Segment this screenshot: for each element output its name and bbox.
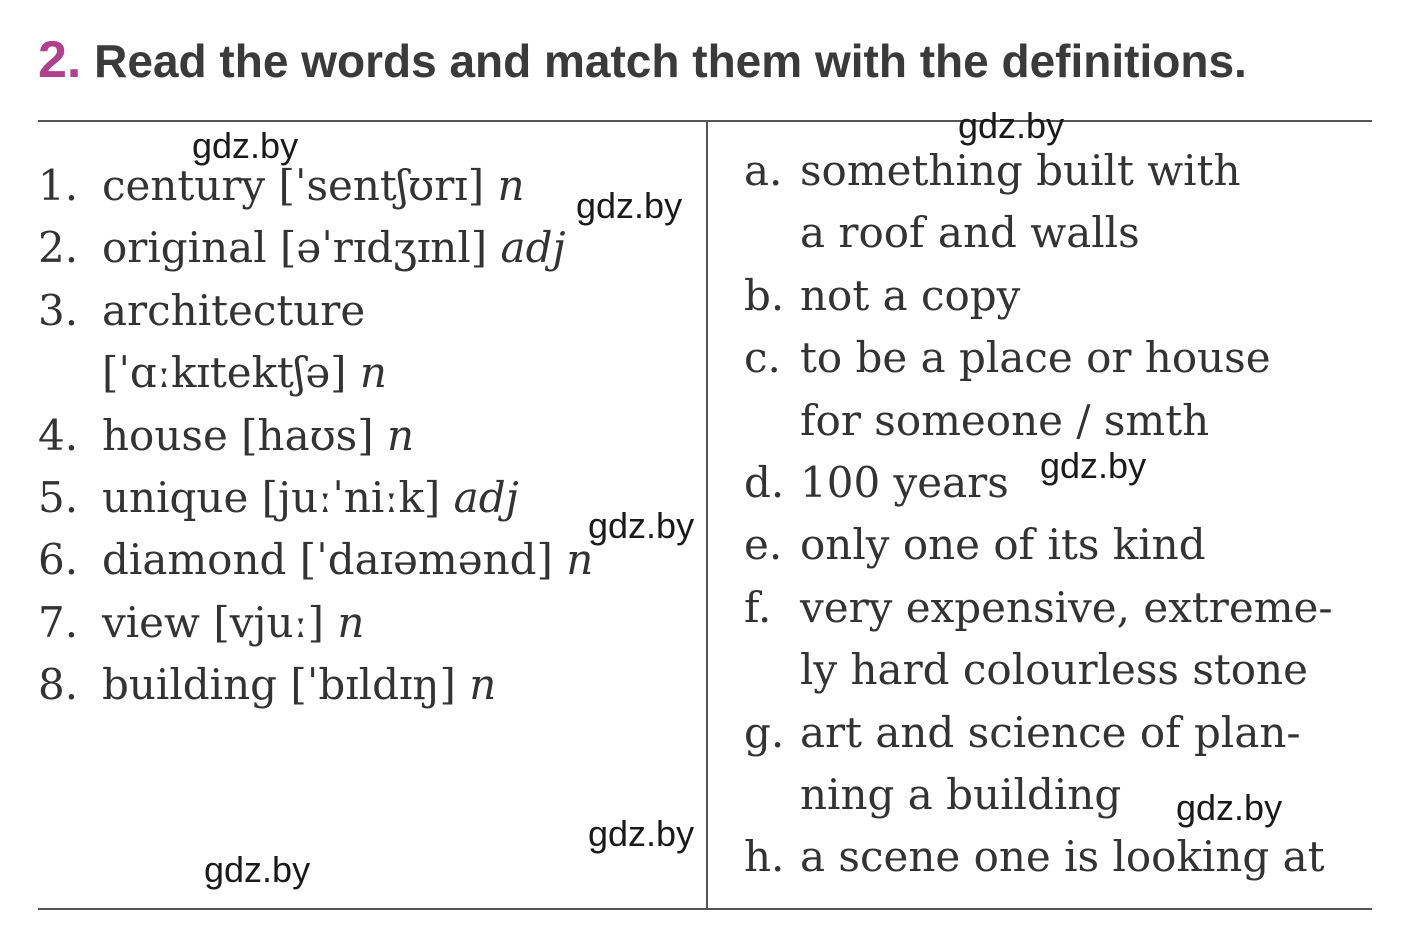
word-text: architecture [ˈɑːkɪtektʃə] bbox=[102, 285, 366, 398]
word-pos: adj bbox=[453, 473, 519, 523]
definition-item bbox=[744, 265, 1372, 327]
word-item bbox=[38, 217, 698, 279]
definition-letter: c. bbox=[744, 333, 781, 383]
definition-text: 100 years bbox=[800, 458, 1009, 508]
definition-letter: a. bbox=[744, 146, 783, 195]
definition-letter: b. bbox=[744, 270, 785, 320]
word-number: 8. bbox=[38, 660, 79, 710]
word-pos: n bbox=[566, 535, 594, 585]
watermark: gdz.by bbox=[588, 813, 695, 854]
column-divider bbox=[706, 121, 708, 909]
definition-letter: f. bbox=[744, 582, 772, 632]
definition-text: only one of its kind bbox=[800, 520, 1206, 570]
table-bottom-rule bbox=[38, 908, 1372, 910]
word-text: unique [juːˈniːk] bbox=[102, 473, 441, 523]
word-text: original [əˈrɪdʒɪnl] bbox=[102, 223, 488, 273]
definition-item bbox=[744, 577, 1372, 702]
word-text: century [ˈsentʃʊrɪ] bbox=[102, 161, 485, 210]
definition-text: something built with a roof and walls bbox=[800, 146, 1241, 258]
watermark: gdz.by bbox=[958, 105, 1065, 146]
watermark: gdz.by bbox=[1176, 787, 1283, 828]
definition-item bbox=[744, 327, 1372, 452]
word-item bbox=[38, 654, 698, 716]
word-number: 2. bbox=[38, 223, 79, 273]
definition-item bbox=[744, 140, 1372, 265]
table-top-rule bbox=[38, 120, 1372, 122]
word-number: 5. bbox=[38, 473, 79, 523]
word-number: 6. bbox=[38, 535, 79, 585]
word-text: diamond [ˈdaɪəmənd] bbox=[102, 535, 553, 585]
definitions-column bbox=[744, 140, 1372, 889]
word-item bbox=[38, 280, 698, 405]
word-pos: n bbox=[337, 597, 365, 647]
word-pos: n bbox=[386, 410, 415, 460]
definition-item bbox=[744, 826, 1372, 888]
definition-text: a scene one is looking at bbox=[800, 832, 1325, 882]
word-number: 7. bbox=[38, 597, 79, 647]
word-number: 4. bbox=[38, 410, 79, 460]
watermark: gdz.by bbox=[588, 505, 695, 546]
definition-letter: d. bbox=[744, 458, 785, 508]
definition-text: not a copy bbox=[800, 270, 1021, 320]
word-pos: n bbox=[497, 161, 525, 210]
word-pos: adj bbox=[500, 223, 566, 273]
definition-text: very expensive, extreme- ly hard colourless stone bbox=[800, 582, 1333, 695]
definition-text: art and science of plan- ning a building bbox=[800, 707, 1301, 820]
watermark: gdz.by bbox=[1040, 445, 1147, 486]
word-item bbox=[38, 405, 698, 467]
word-number: 3. bbox=[38, 285, 79, 335]
exercise-heading bbox=[38, 28, 1247, 93]
definition-letter: g. bbox=[744, 707, 785, 757]
definition-item bbox=[744, 514, 1372, 576]
definition-text: to be a place or house for someone / smth bbox=[800, 333, 1271, 445]
word-item bbox=[38, 592, 698, 654]
watermark: gdz.by bbox=[204, 849, 311, 890]
watermark: gdz.by bbox=[192, 125, 299, 166]
watermark: gdz.by bbox=[576, 185, 683, 226]
word-text: view [vjuː] bbox=[102, 597, 325, 647]
definition-letter: e. bbox=[744, 520, 783, 570]
definition-letter: h. bbox=[744, 832, 785, 882]
word-text: house [haʊs] bbox=[102, 410, 374, 460]
exercise-number: 2. bbox=[38, 31, 82, 89]
word-number: 1. bbox=[38, 161, 79, 210]
word-text: building [ˈbɪldɪŋ] bbox=[102, 660, 456, 710]
word-pos: n bbox=[359, 348, 387, 398]
exercise-instruction: Read the words and match them with the definitions. bbox=[94, 35, 1247, 87]
word-pos: n bbox=[469, 660, 497, 710]
words-column bbox=[38, 155, 698, 717]
